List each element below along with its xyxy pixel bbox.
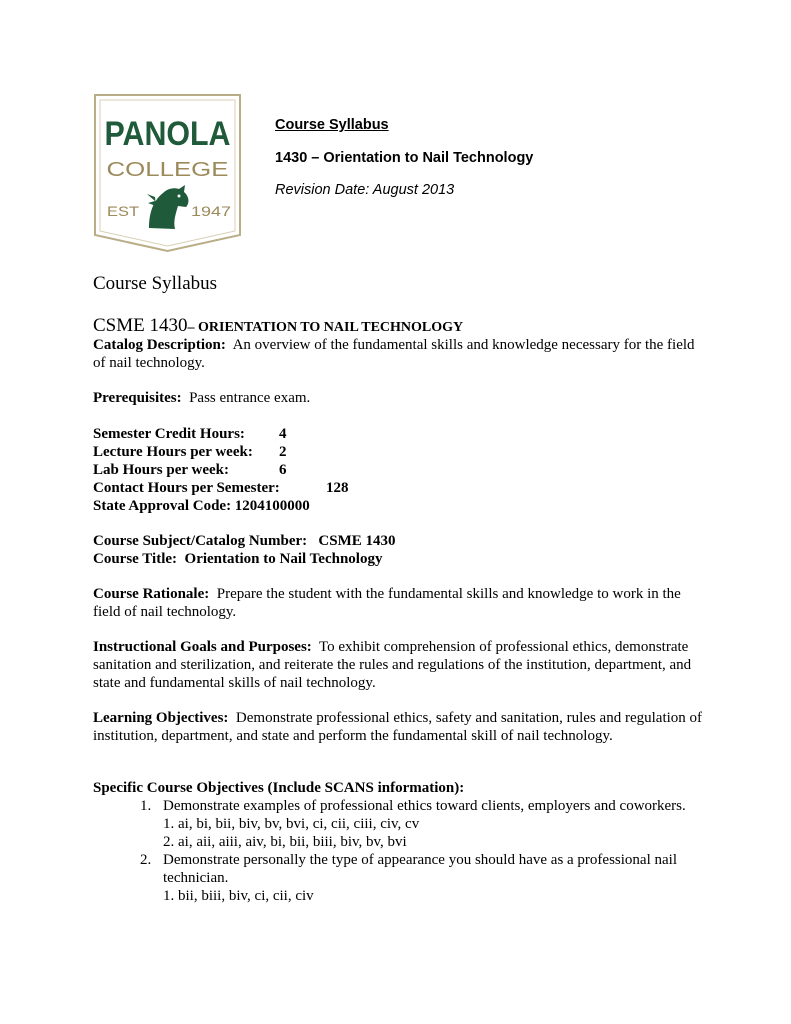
catalog-text: An overview of the fundamental skills and knowledge necessary for the field of nail technology. <box>93 337 695 371</box>
course-heading <box>93 315 463 337</box>
course-title: Course Title: Orientation to Nail Technology <box>93 551 383 567</box>
hours-value: 2 <box>279 444 287 460</box>
hours-row <box>93 461 310 479</box>
hours-row <box>93 497 310 515</box>
learning-label: Learning Objectives: <box>93 710 229 726</box>
panola-college-logo <box>93 93 242 253</box>
list-item <box>93 851 705 905</box>
goals-text: To exhibit comprehension of professional ethics, demonstrate sanitation and sterilization, and reiterate the rules and regulations of the institution, department, and state and fundamental skills of nail technology. <box>93 639 692 691</box>
specific-objectives-label: Specific Course Objectives (Include SCANS information): <box>93 780 465 796</box>
hours-row <box>93 425 310 443</box>
hours-label: Contact Hours per Semester: <box>93 480 280 496</box>
logo-est: EST <box>107 203 140 219</box>
hours-value: 4 <box>279 426 287 442</box>
prerequisites-label: Prerequisites: <box>93 390 182 406</box>
course-code: CSME 1430 <box>93 315 188 336</box>
logo-sub: COLLEGE <box>106 159 229 181</box>
list-item-text: Demonstrate personally the type of appearance you should have as a professional nail technician. <box>163 852 677 886</box>
course-name: – ORIENTATION TO NAIL TECHNOLOGY <box>187 320 464 335</box>
list-item-number: 2. <box>140 852 152 868</box>
prerequisites <box>93 389 705 407</box>
header-course: 1430 – Orientation to Nail Technology <box>275 150 534 166</box>
sub-item: 2. ai, aii, aiii, aiv, bi, bii, biii, biv, bv, bvi <box>163 834 407 850</box>
page-title: Course Syllabus <box>93 273 218 294</box>
sub-item: 1. bii, biii, biv, ci, cii, civ <box>163 888 314 904</box>
hours-value: 128 <box>326 480 349 496</box>
hours-block <box>93 425 349 515</box>
catalog-label: Catalog Description: <box>93 337 226 353</box>
hours-row <box>93 443 310 461</box>
course-rationale <box>93 585 705 621</box>
hours-row <box>93 479 349 497</box>
prerequisites-text: Pass entrance exam. <box>189 390 311 406</box>
learning-objectives <box>93 709 705 745</box>
rationale-text: Prepare the student with the fundamental skills and knowledge to work in the field of nail technology. <box>93 586 681 620</box>
logo-year: 1947 <box>191 203 232 219</box>
hours-label: State Approval Code: 1204100000 <box>93 498 310 514</box>
rationale-label: Course Rationale: <box>93 586 210 602</box>
list-item <box>93 797 705 851</box>
logo-name: PANOLA <box>104 115 231 153</box>
goals-label: Instructional Goals and Purposes: <box>93 639 312 655</box>
list-item-number: 1. <box>140 798 152 814</box>
header-revision: Revision Date: August 2013 <box>275 182 455 198</box>
hours-label: Lecture Hours per week: <box>93 444 253 460</box>
subject-catalog-number: Course Subject/Catalog Number: CSME 1430 <box>93 533 396 549</box>
hours-value: 6 <box>279 462 287 478</box>
header-title: Course Syllabus <box>275 117 389 133</box>
hours-label: Semester Credit Hours: <box>93 426 245 442</box>
learning-text: Demonstrate professional ethics, safety and sanitation, rules and regulation of institution, department, and state and perform the fundamental skill of nail technology. <box>93 710 703 744</box>
sub-item: 1. ai, bi, bii, biv, bv, bvi, ci, cii, ciii, civ, cv <box>163 816 420 832</box>
catalog-description <box>93 336 705 372</box>
specific-objectives <box>93 779 705 905</box>
hours-label: Lab Hours per week: <box>93 462 229 478</box>
instructional-goals <box>93 638 705 692</box>
list-item-text: Demonstrate examples of professional ethics toward clients, employers and coworkers. <box>163 798 686 814</box>
